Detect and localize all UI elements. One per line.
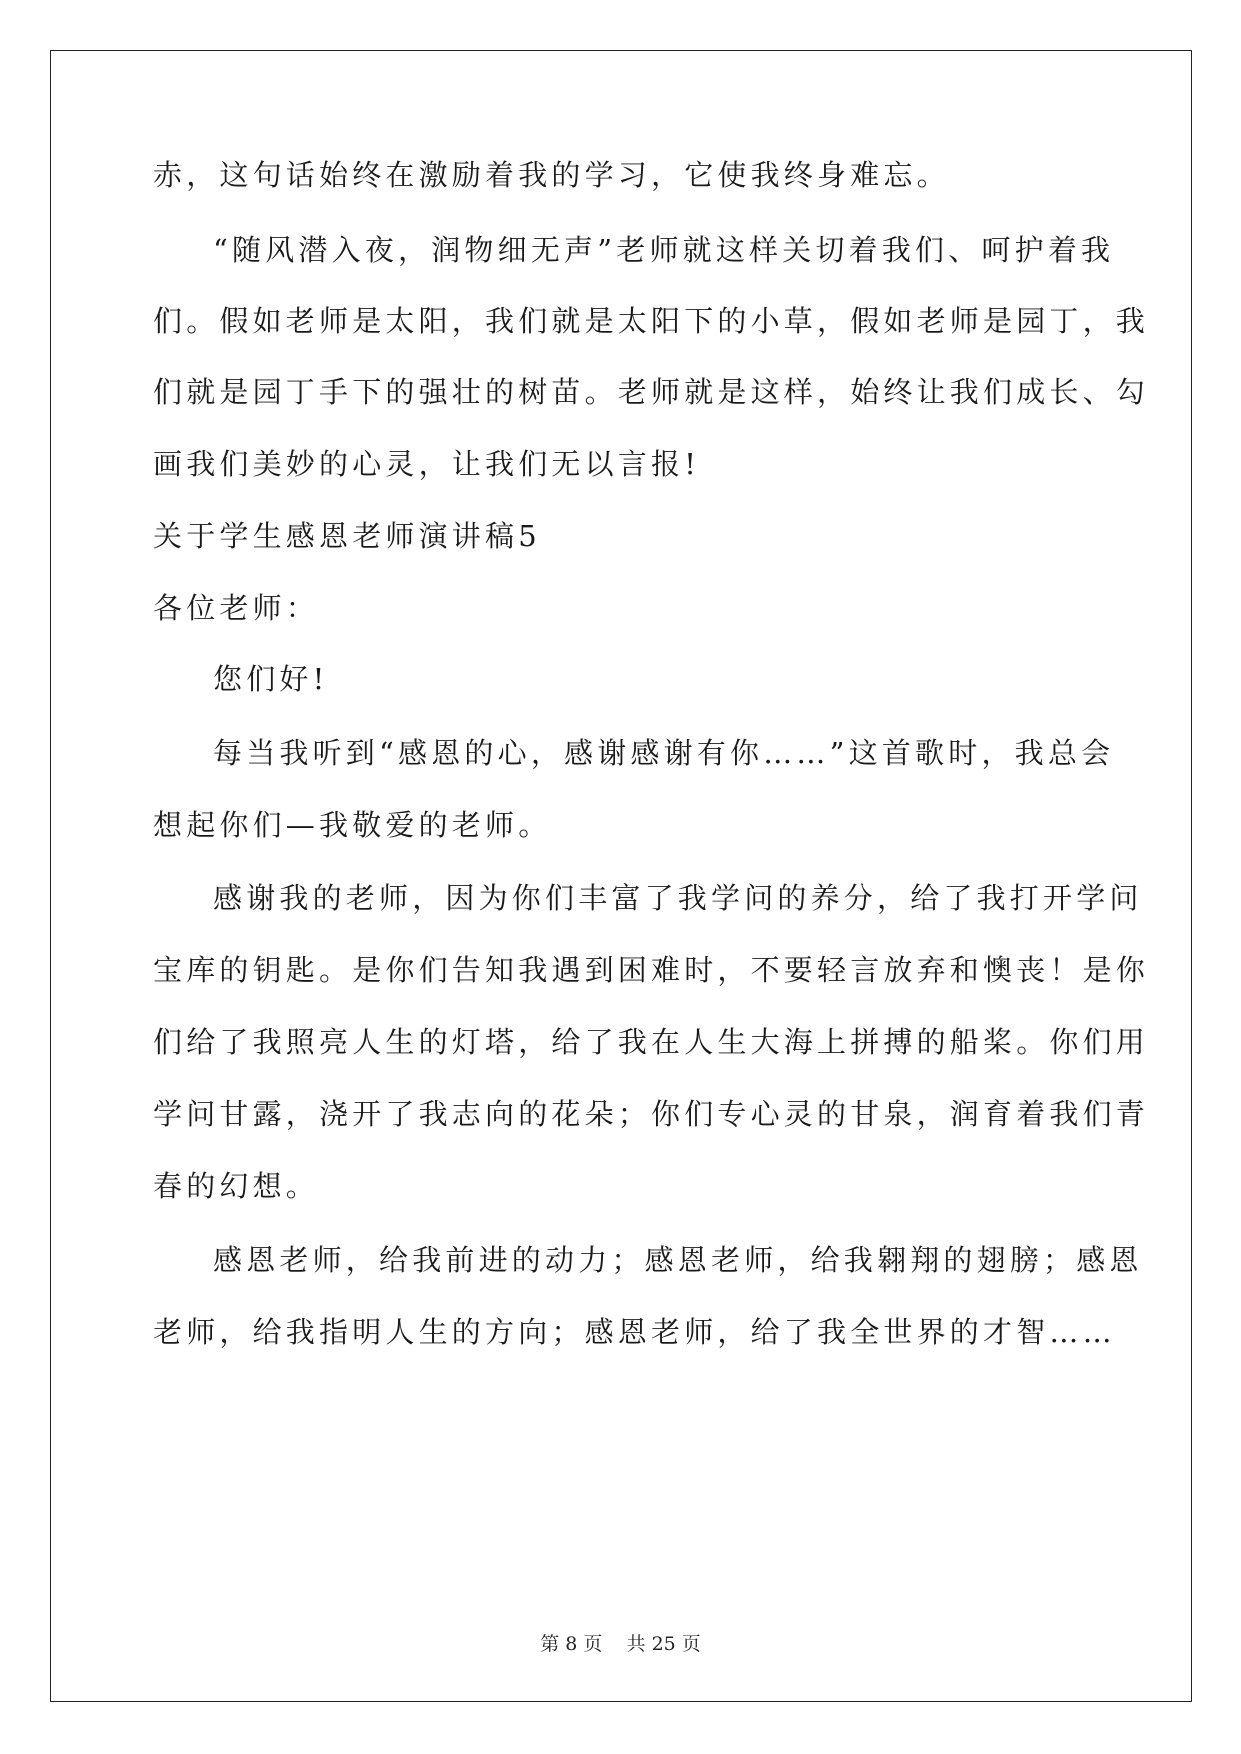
text-line-4: 们就是园丁手下的强壮的树苗。老师就是这样，始终让我们成长、勾 [153, 375, 1150, 409]
text-line-11: 感谢我的老师，因为你们丰富了我学问的养分，给了我打开学问 [213, 881, 1143, 915]
salutation: 各位老师： [153, 591, 320, 625]
greeting: 您们好! [213, 662, 329, 696]
text-line-17: 老师，给我指明人生的方向；感恩老师，给了我全世界的才智…… [153, 1315, 1116, 1349]
text-line-10: 想起你们—我敬爱的老师。 [153, 808, 552, 842]
text-line-15: 春的幻想。 [153, 1169, 320, 1203]
page-number-footer: 第 8 页 共 25 页 [540, 1633, 701, 1655]
text-line-12: 宝库的钥匙。是你们告知我遇到困难时，不要轻言放弃和懊丧！是你 [153, 953, 1150, 987]
page-border [50, 50, 1192, 1702]
text-line-16: 感恩老师，给我前进的动力；感恩老师，给我翱翔的翅膀；感恩 [213, 1243, 1143, 1277]
text-line-9: 每当我听到“感恩的心，感谢感谢有你……”这首歌时，我总会 [213, 736, 1115, 770]
text-line-1: 赤，这句话始终在激励着我的学习，它使我终身难忘。 [153, 158, 950, 192]
section-heading: 关于学生感恩老师演讲稿5 [153, 519, 541, 553]
text-line-2: “随风潜入夜，润物细无声”老师就这样关切着我们、呵护着我 [213, 233, 1115, 267]
text-line-13: 们给了我照亮人生的灯塔，给了我在人生大海上拼搏的船桨。你们用 [153, 1025, 1150, 1059]
text-line-3: 们。假如老师是太阳，我们就是太阳下的小草，假如老师是园丁，我 [153, 304, 1150, 338]
text-line-5: 画我们美妙的心灵，让我们无以言报! [153, 447, 701, 481]
text-line-14: 学问甘露，浇开了我志向的花朵；你们专心灵的甘泉，润育着我们青 [153, 1097, 1150, 1131]
